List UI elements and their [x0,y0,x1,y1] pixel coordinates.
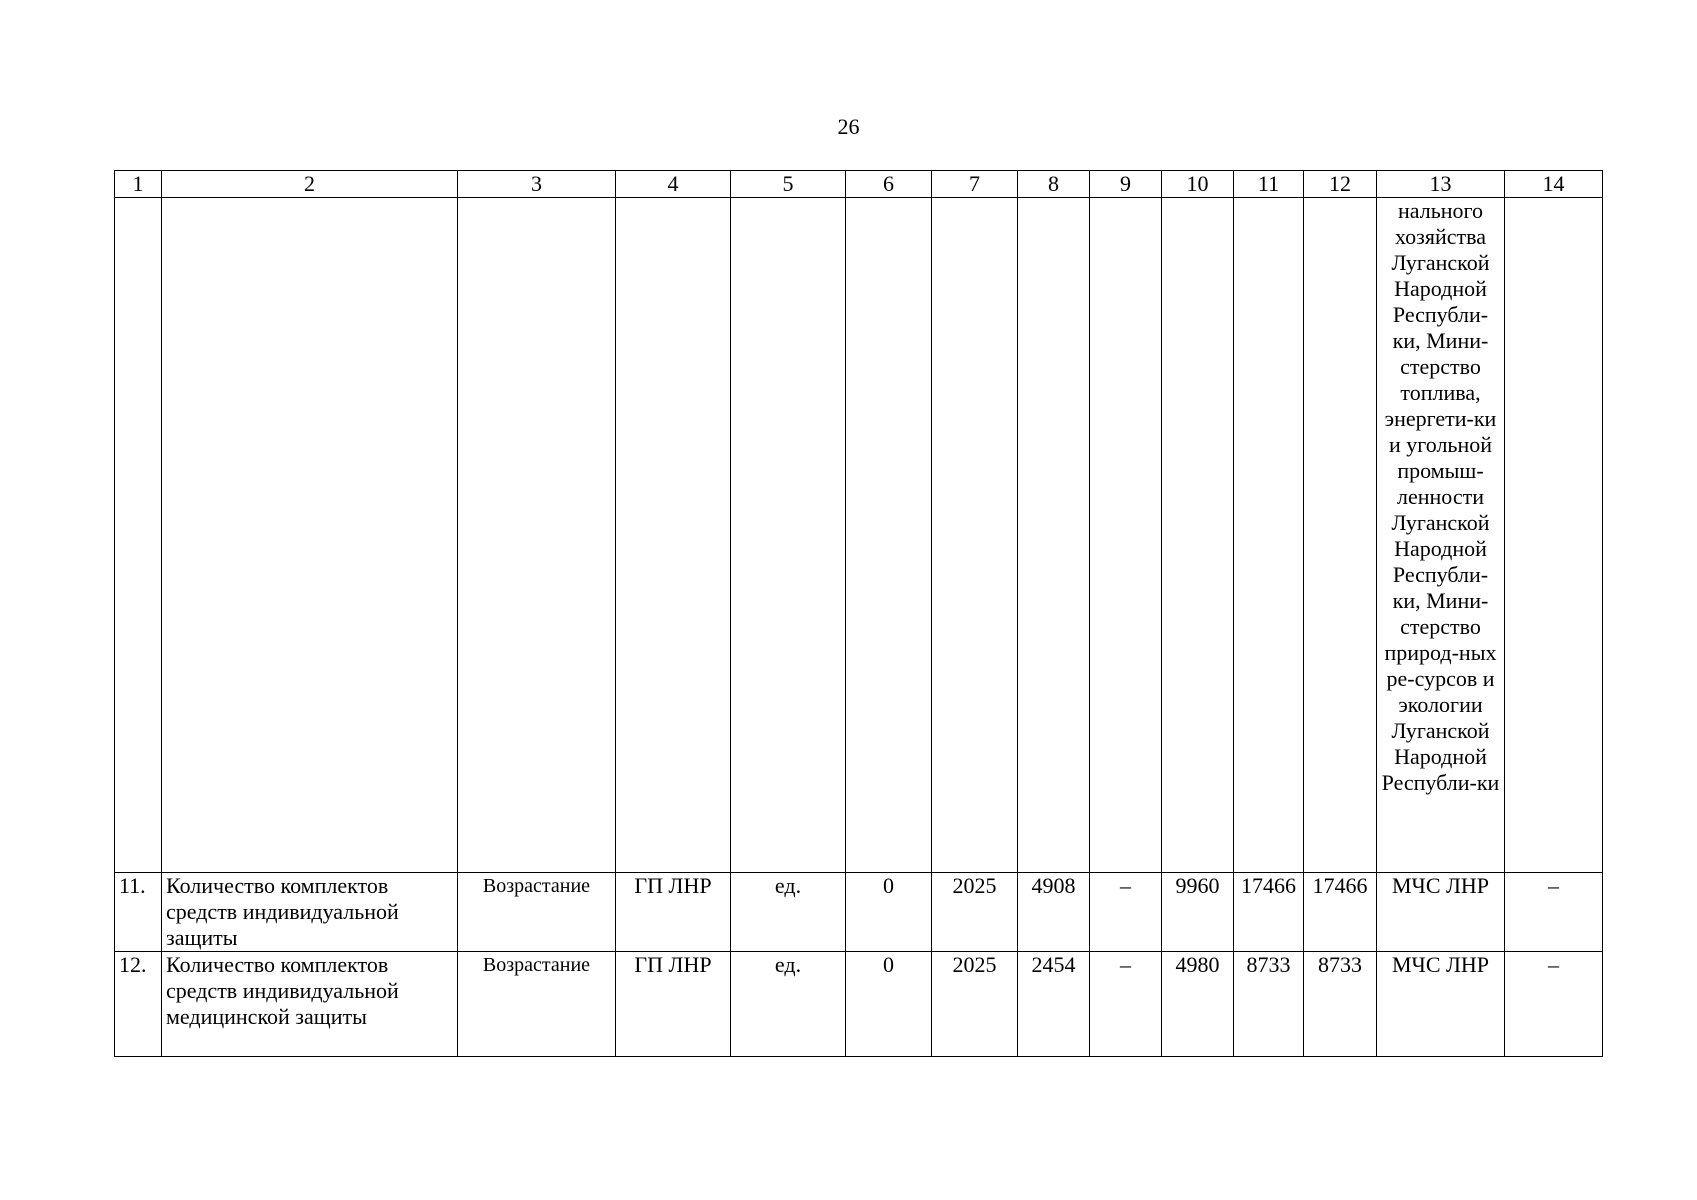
col-8-value: 2454 [1018,952,1090,1057]
header-col-3: 3 [458,171,616,198]
cont-cell-9 [1090,198,1162,873]
header-col-1: 1 [115,171,162,198]
header-col-14: 14 [1505,171,1603,198]
header-col-12: 12 [1304,171,1377,198]
header-col-2: 2 [162,171,458,198]
cont-cell-8 [1018,198,1090,873]
col-14-value: – [1505,873,1603,952]
row-number: 11. [115,873,162,952]
cont-cell-1 [115,198,162,873]
header-col-4: 4 [616,171,731,198]
col-11-value: 8733 [1234,952,1304,1057]
source: ГП ЛНР [616,873,731,952]
col-12-value: 17466 [1304,873,1377,952]
col-11-value: 17466 [1234,873,1304,952]
header-col-10: 10 [1162,171,1234,198]
unit: ед. [731,873,846,952]
page-number: 26 [837,114,860,139]
responsible-continuation: нального хозяйства Луганской Народной Республи-ки, Мини-стерство топлива, энергети-ки и угольной промыш-ленности Луганской Народной Республи-ки, Мини-стерство природ-ных ре-сурсов и экологии Луганской Народной Республи-ки [1377,198,1505,873]
source: ГП ЛНР [616,952,731,1057]
header-col-7: 7 [932,171,1018,198]
col-8-value: 4908 [1018,873,1090,952]
responsible: МЧС ЛНР [1377,952,1505,1057]
trend: Возрастание [458,952,616,1057]
indicator-name: Количество комплектов средств индивидуальной медицинской защиты [162,952,458,1057]
col-9-value: – [1090,873,1162,952]
header-col-11: 11 [1234,171,1304,198]
cont-cell-2 [162,198,458,873]
cont-cell-10 [1162,198,1234,873]
cont-cell-4 [616,198,731,873]
col-10-value: 9960 [1162,873,1234,952]
table-row [115,873,1603,952]
col-6-value: 0 [846,952,932,1057]
col-7-value: 2025 [932,952,1018,1057]
cont-cell-12 [1304,198,1377,873]
table-row [115,952,1603,1057]
cont-cell-3 [458,198,616,873]
header-col-13: 13 [1377,171,1505,198]
cont-cell-7 [932,198,1018,873]
trend: Возрастание [458,873,616,952]
cont-cell-14 [1505,198,1603,873]
header-row [115,171,1603,198]
header-col-6: 6 [846,171,932,198]
row-number: 12. [115,952,162,1057]
responsible: МЧС ЛНР [1377,873,1505,952]
col-12-value: 8733 [1304,952,1377,1057]
cont-cell-6 [846,198,932,873]
col-14-value: – [1505,952,1603,1057]
header-col-5: 5 [731,171,846,198]
continuation-row [115,198,1603,873]
unit: ед. [731,952,846,1057]
indicators-table [114,170,1603,1057]
header-col-8: 8 [1018,171,1090,198]
cont-cell-5 [731,198,846,873]
col-6-value: 0 [846,873,932,952]
col-10-value: 4980 [1162,952,1234,1057]
col-7-value: 2025 [932,873,1018,952]
indicator-name: Количество комплектов средств индивидуальной защиты [162,873,458,952]
cont-cell-11 [1234,198,1304,873]
col-9-value: – [1090,952,1162,1057]
header-col-9: 9 [1090,171,1162,198]
